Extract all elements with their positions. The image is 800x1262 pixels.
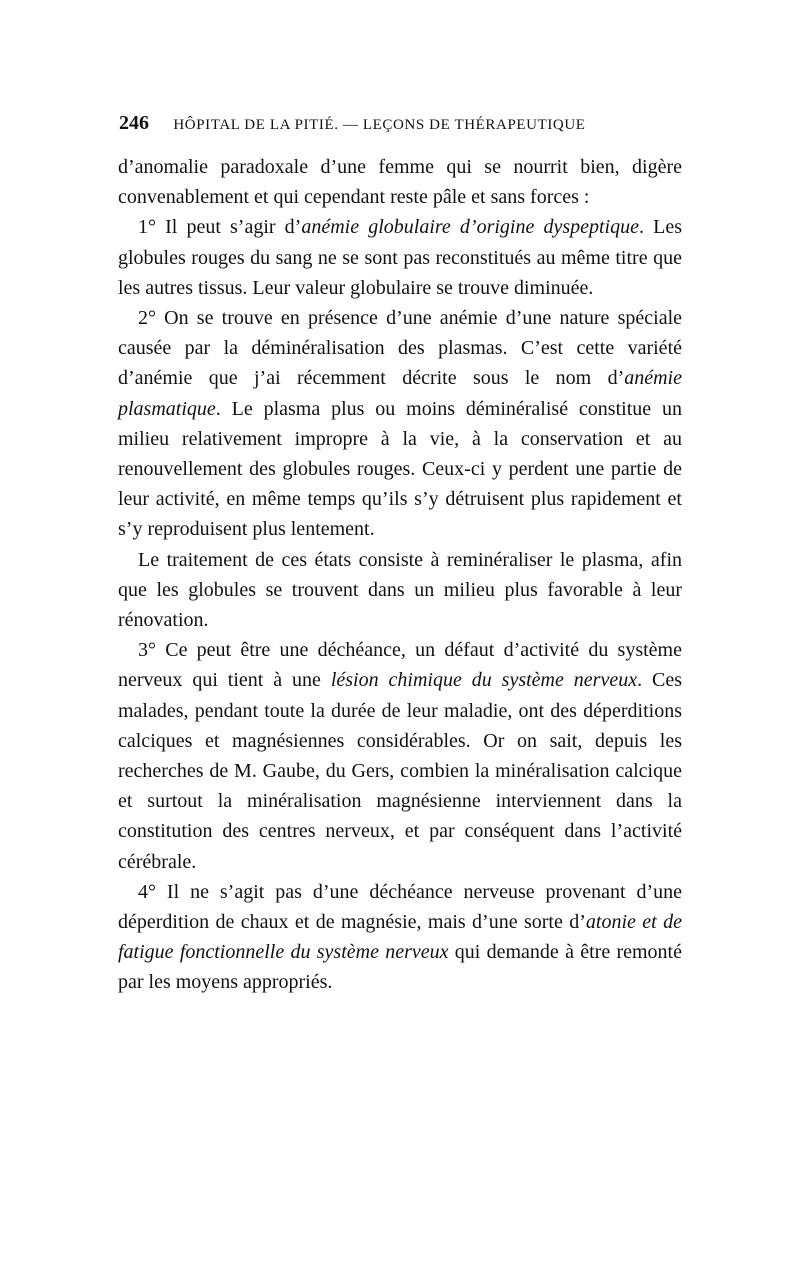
running-header [119,112,681,135]
paragraph-text: d’anomalie paradoxale d’une femme qui se nourrit bien, digère convenablement et qui cependant reste pâle et sans forces : [118,156,682,209]
paragraph-point-4 [118,877,682,998]
paragraph-point-1 [118,212,682,303]
paragraph-text: . Ces malades, pendant toute la durée de leur maladie, ont des déperditions calciques et magnésiennes considérables. Or on sait, depuis les recherches de M. Gaube, du Gers, combien la minéralisation calcique et surtout la minéralisation magnésienne interviennent dans la constitution des centres nerveux, et par conséquent dans l’activité cérébrale. [118,669,682,873]
paragraph-text: 2° On se trouve en présence d’une anémie d’une nature spéciale causée par la déminéralisation des plasmas. C’est cette variété d’anémie que j’ai récemment décrite sous le nom d’ [118,307,682,390]
paragraph-point-3 [118,635,682,877]
running-title: HÔPITAL DE LA PITIÉ. — LEÇONS DE THÉRAPEUTIQUE [173,117,586,133]
paragraph-text: . Les globules rouges du sang ne se sont pas reconstitués au même titre que les autres tissus. Leur valeur globulaire se trouve diminuée. [118,216,682,299]
paragraph-treatment [118,545,682,636]
paragraph-text: Le traitement de ces états consiste à reminéraliser le plasma, afin que les globules se trouvent dans un milieu plus favorable à leur rénovation. [118,548,682,632]
paragraph-continuation [118,152,682,212]
italic-term: anémie globulaire d’origine dyspeptique [301,216,639,239]
page-number: 246 [119,112,149,134]
paragraph-text: 3° Ce peut être une déchéance, un défaut d’activité du système nerveux qui tient à une [118,639,682,692]
paragraph-text: 1° Il peut s’agir d’ [138,216,302,239]
paragraph-text: . Le plasma plus ou moins déminéralisé constitue un milieu relativement impropre à la vie, à la conservation et au renouvellement des globules rouges. Ceux-ci y perdent une partie de leur activité, en même temps qu’ils s’y détruisent plus rapidement et s’y reproduisent plus lentement. [118,397,682,541]
paragraph-text: qui demande à être remonté par les moyens appropriés. [118,941,682,994]
page-body [118,152,682,998]
italic-term: anémie plasmatique [118,367,682,420]
paragraph-point-2 [118,303,682,545]
paragraph-text: 4° Il ne s’agit pas d’une déchéance nerveuse provenant d’une déperdition de chaux et de magnésie, mais d’une sorte d’ [118,880,682,934]
italic-term: lésion chimique du système nerveux [330,669,638,692]
italic-term: atonie et de fatigue fonctionnelle du système nerveux [118,911,682,964]
